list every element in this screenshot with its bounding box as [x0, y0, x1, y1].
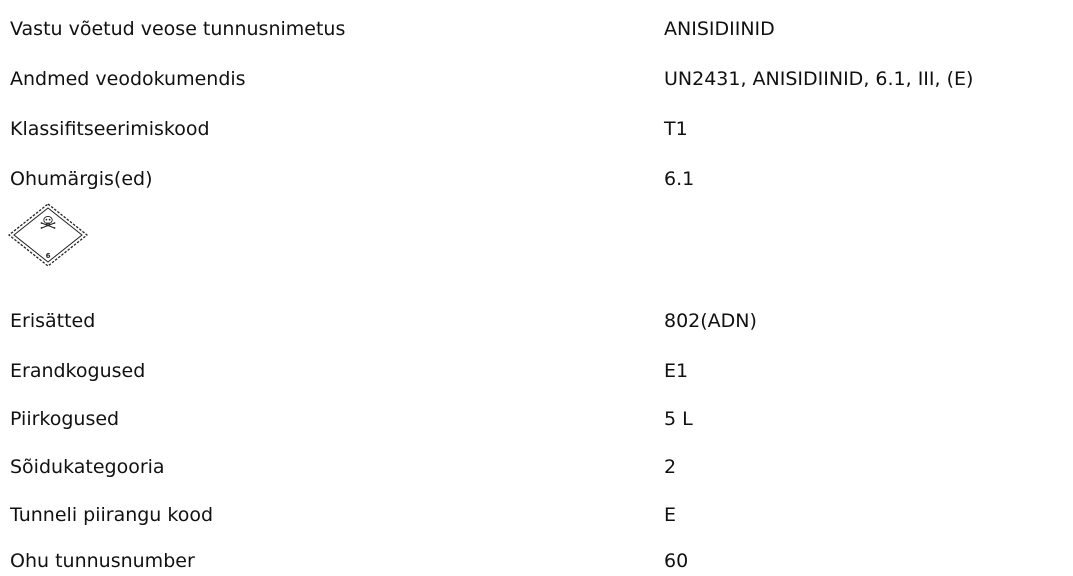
row-hazard-labels [10, 164, 1070, 194]
row-transport-document [10, 64, 1070, 94]
row-label: Klassifitseerimiskood [10, 118, 210, 140]
hazard-class-number: 6 [45, 252, 51, 260]
row-limited-quantities [10, 404, 1070, 434]
row-label: Ohumärgis(ed) [10, 168, 153, 190]
row-label: Ohu tunnusnumber [10, 550, 195, 572]
row-hazard-identification-number [10, 546, 1070, 576]
row-label: Piirkogused [10, 408, 120, 430]
row-label: Vastu võetud veose tunnusnimetus [10, 18, 346, 40]
skull-crossbones-icon [8, 203, 88, 267]
row-label: Andmed veodokumendis [10, 68, 246, 90]
row-value: 2 [664, 456, 677, 478]
row-classification-code [10, 114, 1070, 144]
hazard-placard-6-icon [8, 203, 88, 267]
row-value: E [664, 504, 677, 526]
row-label: Sõidukategooria [10, 456, 165, 478]
row-value: 6.1 [664, 168, 695, 190]
row-value: E1 [664, 360, 689, 382]
row-value: T1 [664, 118, 688, 140]
row-value: 60 [664, 550, 689, 572]
row-value: 802(ADN) [664, 310, 757, 332]
row-value: 5 L [664, 408, 693, 430]
row-tunnel-restriction-code [10, 500, 1070, 530]
row-label: Erandkogused [10, 360, 146, 382]
row-excepted-quantities [10, 356, 1070, 386]
row-label: Tunneli piirangu kood [10, 504, 214, 526]
row-special-provisions [10, 306, 1070, 336]
row-value: UN2431, ANISIDIINID, 6.1, III, (E) [664, 68, 974, 90]
row-label: Erisätted [10, 310, 96, 332]
row-value: ANISIDIINID [664, 18, 775, 40]
row-transport-category [10, 452, 1070, 482]
row-proper-shipping-name [10, 14, 1070, 44]
